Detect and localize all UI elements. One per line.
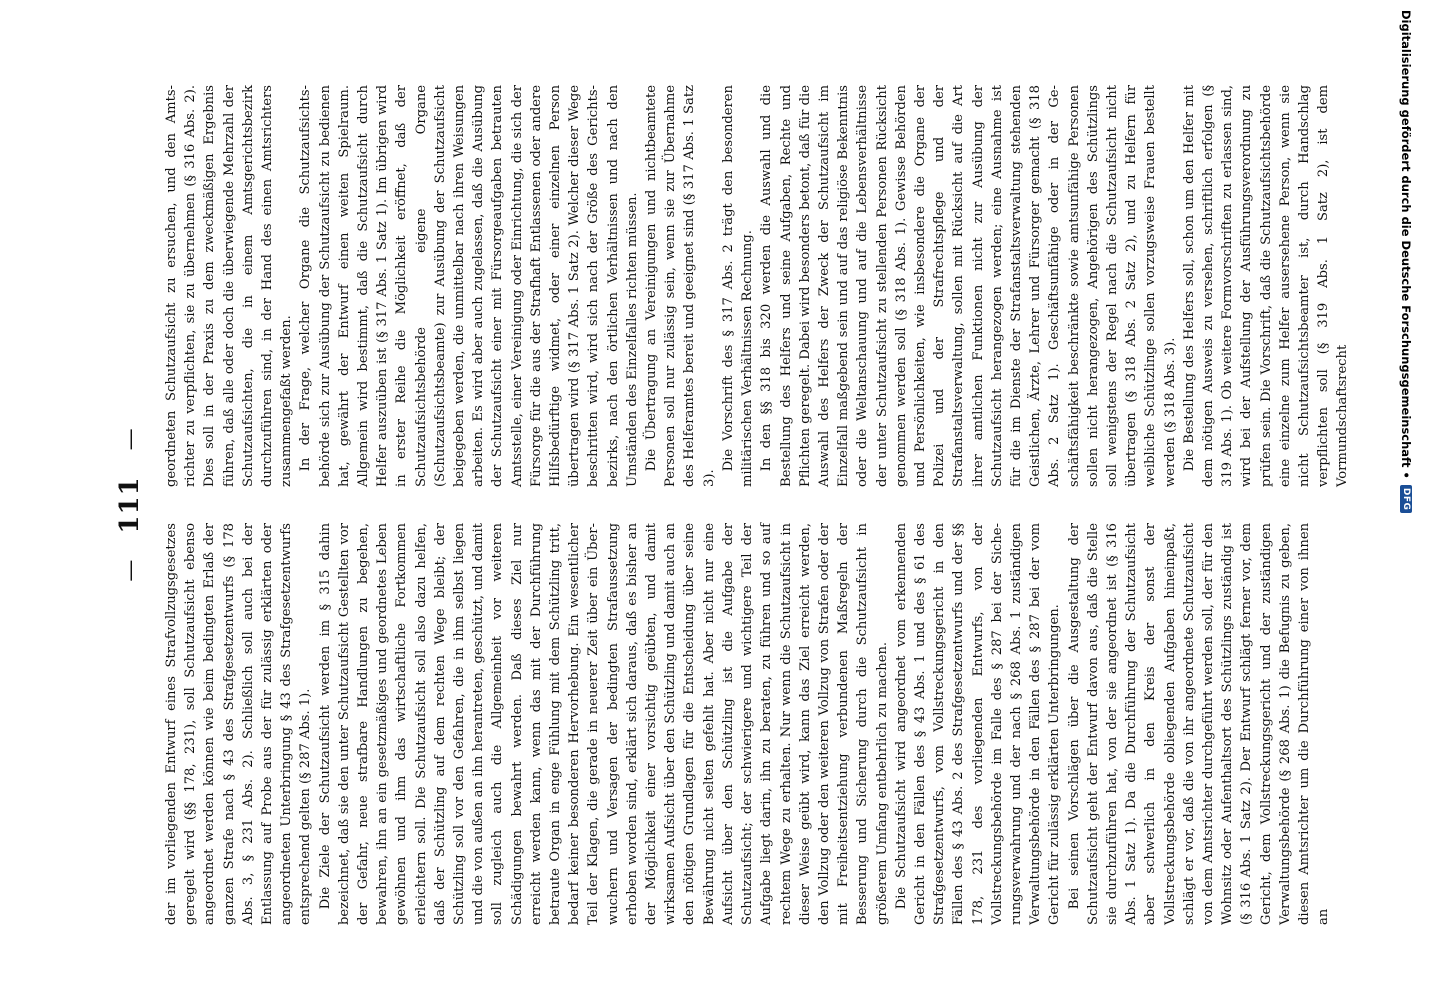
paragraph: In den §§ 318 bis 320 werden die Auswahl und die Bestellung des Helfers und seine Aufgaben, Rechte und Pflichten geregelt. Dabei wird besonders betont, daß für die Auswahl des Helfers der Zweck der Schutzaufsicht im Einzelfall maßgebend sein und auf das religiöse Bekenntnis oder die Weltanschauung und auf die Lebensverhältnisse der unter Schutzaufsicht zu stellenden Personen Rücksicht genommen werden soll (§ 318 Abs. 1). Gewisse Behörden und Persönlichkeiten, wie insbesondere die Organe der Polizei und der Strafrechtspflege und der Strafanstaltsverwaltung, sollen mit Rücksicht auf die Art ihrer amtlichen Funktionen nicht zur Ausübung der Schutzaufsicht herangezogen werden; eine Ausnahme ist für die im Dienste der Strafanstaltsverwaltung stehenden Geistlichen, Ärzte, Lehrer und Fürsorger gemacht (§ 318 Abs. 2 Satz 1). Geschäftsunfähige oder in der Geschäftsfähigkeit beschränkte sowie amtsunfähige Personen sollen nicht herangezogen, Angehörigen des Schützlings soll wenigstens der Regel nach die Schutzaufsicht nicht übertragen (§ 318 Abs. 2 Satz 2), und zu Helfern für weibliche Schützlinge sollen vorzugsweise Frauen bestellt werden (§ 318 Abs. 3). <box>759 85 1178 487</box>
text-columns <box>162 85 1351 925</box>
rotated-page-frame <box>100 0 1351 1000</box>
page-header <box>110 85 150 925</box>
right-column <box>162 85 1351 487</box>
paragraph: Die Vorschrift des § 317 Abs. 2 trägt den besonderen militärischen Verhältnissen Rechnung. <box>720 85 756 487</box>
paragraph: In der Frage, welcher Organe die Schutzaufsichtsbehörde sich zur Ausübung der Schutzaufsicht zu bedienen hat, gewährt der Entwurf einen weiten Spielraum. Allgemein wird bestimmt, daß die Schutzaufsicht durch Helfer auszuüben ist (§ 317 Abs. 1 Satz 1). Im übrigen wird in erster Reihe die Möglichkeit eröffnet, daß der Schutzaufsichtsbehörde eigene Organe (Schutzaufsichtsbeamte) zur Ausübung der Schutzaufsicht beigegeben werden, die unmittelbar nach ihren Weisungen arbeiten. Es wird aber auch zugelassen, daß die Ausübung der Schutzaufsicht einer mit Fürsorgeaufgaben betrauten Amtsstelle, einer Vereinigung oder Einrichtung, die sich der Fürsorge für die aus der Strafhaft Entlassenen oder andere Hilfsbedürftige widmet, oder einer einzelnen Person übertragen wird (§ 317 Abs. 1 Satz 2). Welcher dieser Wege beschritten wird, wird sich nach der Größe des Gerichtsbezirks, nach den örtlichen Verhältnissen und nach den Umständen des Einzelfalles richten müssen. <box>298 85 640 487</box>
paragraph: Die Übertragung an Vereinigungen und nichtbeamtete Personen soll nur zulässig sein, wenn sie zur Übernahme des Helferamtes bereit und geeignet sind (§ 317 Abs. 1 Satz 3). <box>644 85 717 487</box>
paragraph: Die Schutzaufsicht wird angeordnet vom erkennenden Gericht in den Fällen des § 43 Abs. 1 und des § 61 des Strafgesetzentwurfs, vom Vollstreckungsgericht in den Fällen des § 43 Abs. 2 des Strafgesetzentwurfs und der §§ 178, 231 des vorliegenden Entwurfs, von der Vollstreckungsbehörde im Falle des § 287 bei der Sicherungsverwahrung und der nach § 268 Abs. 1 zuständigen Verwaltungsbehörde in den Fällen des § 287 bei der vom Gericht für zulässig erklärten Unterbringungen. <box>893 523 1063 925</box>
paragraph: Die Bestellung des Helfers soll, schon um den Helfer mit dem nötigen Ausweis zu versehen, schriftlich erfolgen (§ 319 Abs. 1). Ob weitere Formvorschriften zu erlassen sind, wird bei der Aufstellung der Ausführungsverordnung zu prüfen sein. Die Vorschrift, daß die Schutzaufsichtsbehörde eine einzelne zum Helfer ausersehene Person, wenn sie nicht Schutzaufsichtsbeamter ist, durch Handschlag verpflichten soll (§ 319 Abs. 1 Satz 2), ist dem Vormundschaftsrecht <box>1181 85 1351 487</box>
page-number: 111 <box>115 476 145 534</box>
paragraph: Bei seinen Vorschlägen über die Ausgestaltung der Schutzaufsicht geht der Entwurf davon aus, daß die Stelle sie durchzuführen hat, von der sie angeordnet ist (§ 316 Abs. 1 Satz 1). Da die Durchführung der Schutzaufsicht aber schwerlich in den Kreis der sonst der Vollstreckungsbehörde obliegenden Aufgaben hineinpaßt, schlägt er vor, daß die von ihr angeordnete Schutzaufsicht von dem Amtsrichter durchgeführt werden soll, der für den Wohnsitz oder Aufenthaltsort des Schützlings zuständig ist (§ 316 Abs. 1 Satz 2). Der Entwurf schlägt ferner vor, dem Gericht, dem Vollstreckungsgericht und der zuständigen Verwaltungsbehörde (§ 268 Abs. 1) die Befugnis zu geben, diesen Amtsrichter um die Durchführung einer von ihnen an <box>1066 523 1332 925</box>
paragraph: Die Ziele der Schutzaufsicht werden im § 315 dahin bezeichnet, daß sie den unter Schutzaufsicht Gestellten vor der Gefahr, neue strafbare Handlungen zu begehen, bewahren, ihn an ein gesetzmäßiges und geordnetes Leben gewöhnen und ihm das wirtschaftliche Fortkommen erleichtern soll. Die Schutzaufsicht soll also dazu helfen, daß der Schützling auf dem rechten Wege bleibt; der Schützling soll vor den Gefahren, die in ihm selbst liegen und die von außen an ihn herantreten, geschützt, und damit soll zugleich auch die Allgemeinheit vor weiteren Schädigungen bewahrt werden. Daß dieses Ziel nur erreicht werden kann, wenn das mit der Durchführung betraute Organ in enge Fühlung mit dem Schützling tritt, bedarf keiner besonderen Hervorhebung. Ein wesentlicher Teil der Klagen, die gerade in neuerer Zeit über ein Überwuchern und Versagen der bedingten Strafaussetzung erhoben worden sind, erklärt sich daraus, daß es bisher an der Möglichkeit einer vorsichtig geübten, und damit wirksamen Aufsicht über den Schützling und damit auch an den nötigen Grundlagen für die Entscheidung über seine Bewährung nicht selten gefehlt hat. Aber nicht nur eine Aufsicht über den Schützling ist die Aufgabe der Schutzaufsicht; der schwierigere und wichtigere Teil der Aufgabe liegt darin, ihn zu beraten, zu führen und so auf rechtem Wege zu erhalten. Nur wenn die Schutzaufsicht in dieser Weise geübt wird, kann das Ziel erreicht werden, den Vollzug oder den weiteren Vollzug von Strafen oder der mit Freiheitsentziehung verbundenen Maßregeln der Besserung und Sicherung durch die Schutzaufsicht in größerem Umfang entbehrlich zu machen. <box>317 523 890 925</box>
paragraph: geordneten Schutzaufsicht zu ersuchen, und den Amtsrichter zu verpflichten, sie zu übernehmen (§ 316 Abs. 2). Dies soll in der Praxis zu dem zweckmäßigen Ergebnis führen, daß alle oder doch die überwiegende Mehrzahl der Schutzaufsichten, die in einem Amtsgerichtsbezirk durchzuführen sind, in der Hand des einen Amtsrichters zusammengefaßt werden. <box>164 85 295 487</box>
header-dash-right: — <box>117 428 143 451</box>
credit-text: Digitalisierung gefördert durch die Deutsche Forschungsgemeinschaft • <box>1399 10 1413 479</box>
document-page <box>110 85 1351 925</box>
paragraph: der im vorliegenden Entwurf eines Strafvollzugsgesetzes geregelt wird (§§ 178, 231), soll Schutzaufsicht ebenso angeordnet werden können wie beim bedingten Erlaß der ganzen Strafe nach § 43 des Strafgesetzentwurfs (§ 178 Abs. 3, § 231 Abs. 2). Schließlich soll auch bei der Entlassung auf Probe aus der für zulässig erklärten oder angeordneten Unterbringung § 43 des Strafgesetzentwurfs entsprechend gelten (§ 287 Abs. 1). <box>164 523 314 925</box>
left-column <box>162 523 1332 925</box>
digitization-credit <box>1398 10 1414 990</box>
dfg-logo: DFG <box>1400 485 1412 514</box>
header-dash-left: — <box>117 559 143 582</box>
